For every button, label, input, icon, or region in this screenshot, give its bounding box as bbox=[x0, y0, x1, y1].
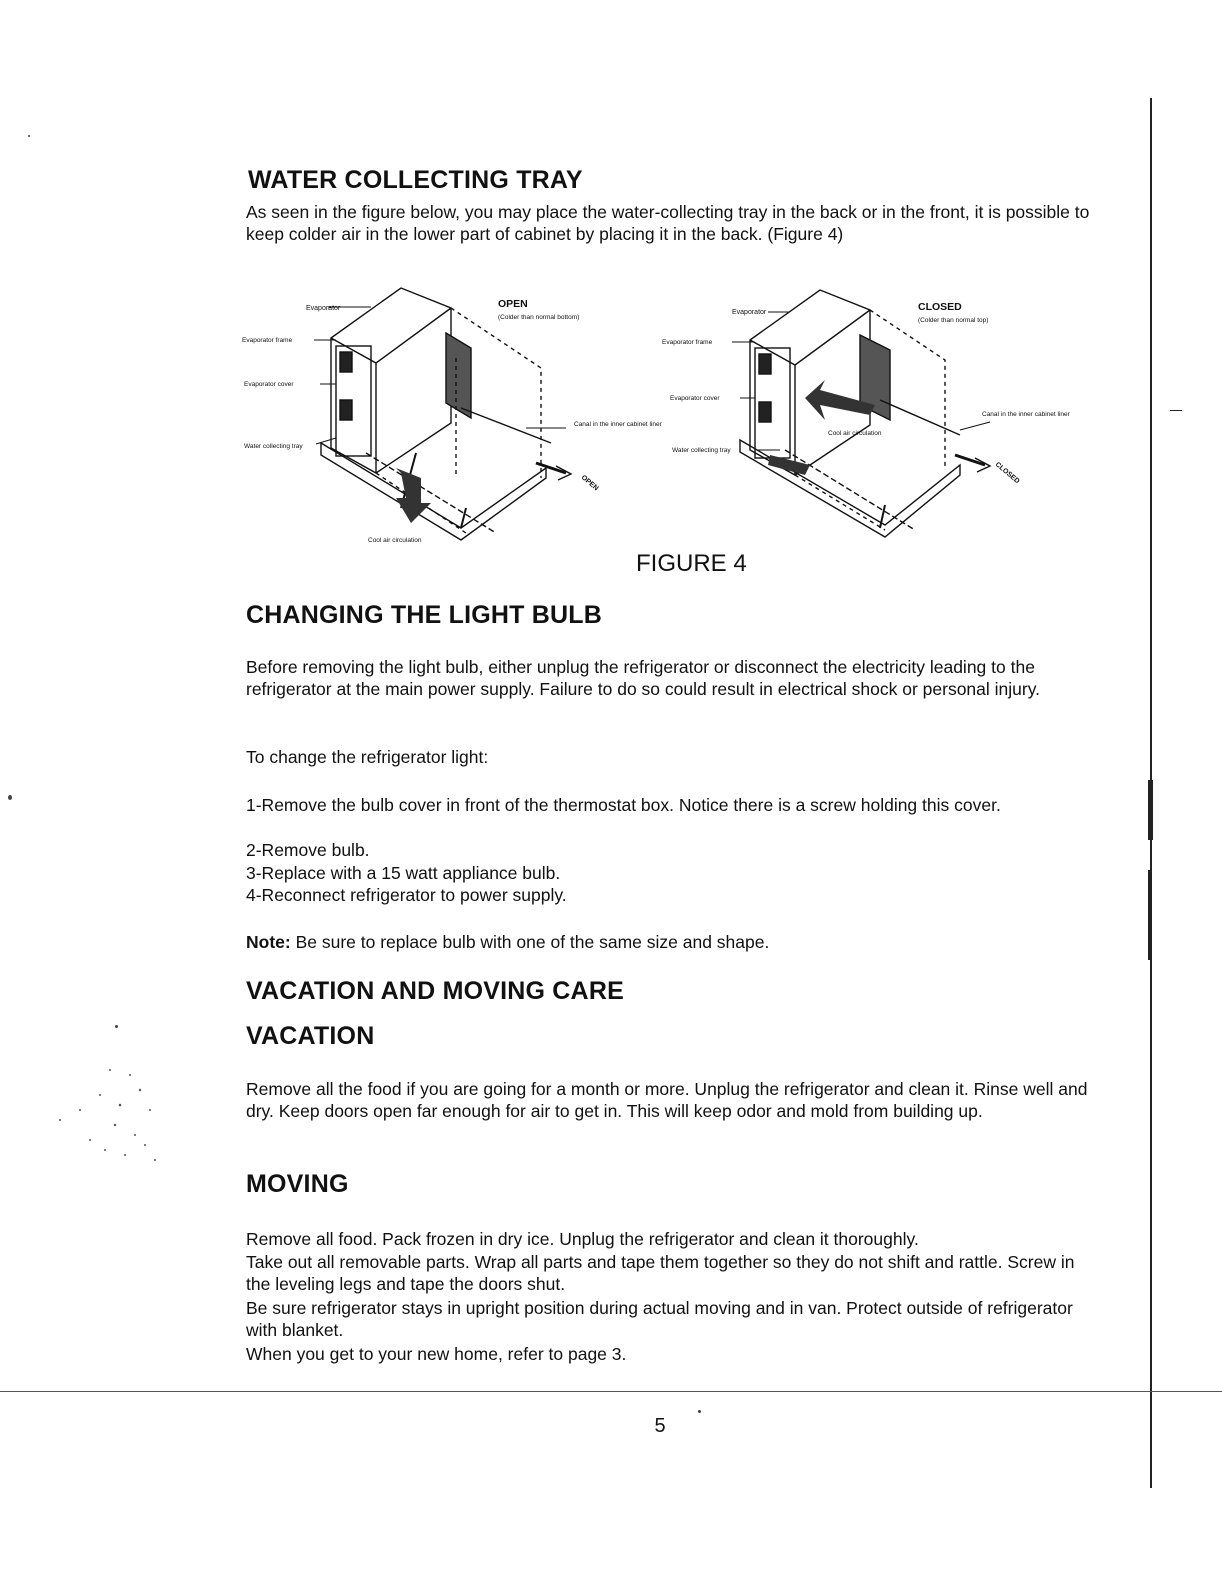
light-bulb-intro: Before removing the light bulb, either unplug the refrigerator or disconnect the electricity leading to the refrigerator at the main power supply. Failure to do so could result in electrical shock or personal injury. bbox=[246, 657, 1041, 699]
label-evaporator-frame: Evaporator frame bbox=[242, 337, 293, 344]
label-evaporator: Evaporator bbox=[306, 305, 341, 312]
water-tray bbox=[321, 443, 546, 540]
moving-line-1: Remove all food. Pack frozen in dry ice. Unplug the refrigerator and clean it thoroughly. bbox=[246, 1229, 919, 1249]
scan-noise-left bbox=[20, 1050, 170, 1170]
label-evaporator-cover: Evaporator cover bbox=[244, 381, 294, 388]
page-number: 5 bbox=[654, 1415, 666, 1437]
light-bulb-lead: To change the refrigerator light: bbox=[246, 747, 489, 767]
label-evaporator: Evaporator bbox=[732, 309, 767, 316]
label-water-tray: Water collecting tray bbox=[672, 447, 731, 454]
scan-speck bbox=[8, 795, 12, 800]
label-cool-air: Cool air circulation bbox=[368, 537, 422, 544]
moving-heading: MOVING bbox=[246, 1170, 349, 1198]
figure-open-diagram bbox=[236, 278, 662, 546]
scan-speck bbox=[28, 135, 30, 137]
figure-caption: FIGURE 4 bbox=[636, 550, 747, 577]
label-state-closed: CLOSED bbox=[918, 301, 962, 313]
water-tray bbox=[740, 440, 960, 537]
scan-speck bbox=[115, 1025, 118, 1028]
figure-closed-diagram bbox=[660, 280, 1070, 540]
note bbox=[246, 931, 1096, 953]
moving-line-4: When you get to your new home, refer to page 3. bbox=[246, 1344, 627, 1364]
label-arrow-open: OPEN bbox=[579, 474, 600, 493]
vacation-heading: VACATION bbox=[246, 1022, 375, 1050]
care-heading: VACATION AND MOVING CARE bbox=[246, 977, 624, 1005]
label-arrow-closed: CLOSED bbox=[993, 461, 1021, 486]
footer-rule bbox=[0, 1391, 1222, 1392]
scan-speck bbox=[698, 1410, 701, 1413]
label-evaporator-cover: Evaporator cover bbox=[670, 395, 720, 402]
label-cool-air: Cool air circulation bbox=[828, 430, 882, 437]
label-canal: Canal in the inner cabinet liner bbox=[574, 421, 662, 428]
label-water-tray: Water collecting tray bbox=[244, 443, 303, 450]
light-bulb-heading: CHANGING THE LIGHT BULB bbox=[246, 601, 602, 629]
water-tray-body: As seen in the figure below, you may place the water-collecting tray in the back or in the front, it is possible to keep colder air in the lower part of cabinet by placing it in the back. (Figure 4) bbox=[246, 202, 1090, 244]
label-state-note: (Colder than normal bottom) bbox=[498, 314, 580, 321]
evaporator-box bbox=[750, 290, 870, 475]
evaporator-box bbox=[331, 288, 451, 473]
vacation-body: Remove all the food if you are going for a month or more. Unplug the refrigerator and clean it. Rinse well and dry. Keep doors open far enough for air to get in. This will keep odor and mold from building up. bbox=[246, 1079, 1088, 1121]
scan-edge-mark bbox=[1148, 780, 1153, 840]
step-3: 3-Replace with a 15 watt appliance bulb. bbox=[246, 863, 561, 883]
moving-line-2: Take out all removable parts. Wrap all parts and tape them together so they do not shift and rattle. Screw in the leveling legs and tape the doors shut. bbox=[246, 1252, 1075, 1294]
note-text: Be sure to replace bulb with one of the same size and shape. bbox=[290, 932, 770, 952]
label-evaporator-frame: Evaporator frame bbox=[662, 339, 713, 346]
label-state-open: OPEN bbox=[498, 298, 528, 310]
water-tray-heading: WATER COLLECTING TRAY bbox=[248, 166, 583, 194]
label-canal: Canal in the inner cabinet liner bbox=[982, 411, 1070, 418]
moving-line-3: Be sure refrigerator stays in upright position during actual moving and in van. Protect outside of refrigerator with blanket. bbox=[246, 1298, 1073, 1340]
note-label: Note: bbox=[246, 932, 291, 952]
step-4: 4-Reconnect refrigerator to power supply. bbox=[246, 885, 567, 905]
cool-air-arrow bbox=[396, 468, 431, 523]
step-2: 2-Remove bulb. bbox=[246, 840, 370, 860]
scan-edge-mark bbox=[1148, 870, 1152, 960]
label-state-note: (Colder than normal top) bbox=[918, 317, 989, 324]
scan-edge-tick bbox=[1170, 410, 1182, 411]
step-1: 1-Remove the bulb cover in front of the thermostat box. Notice there is a screw holding this cover. bbox=[246, 795, 1001, 815]
